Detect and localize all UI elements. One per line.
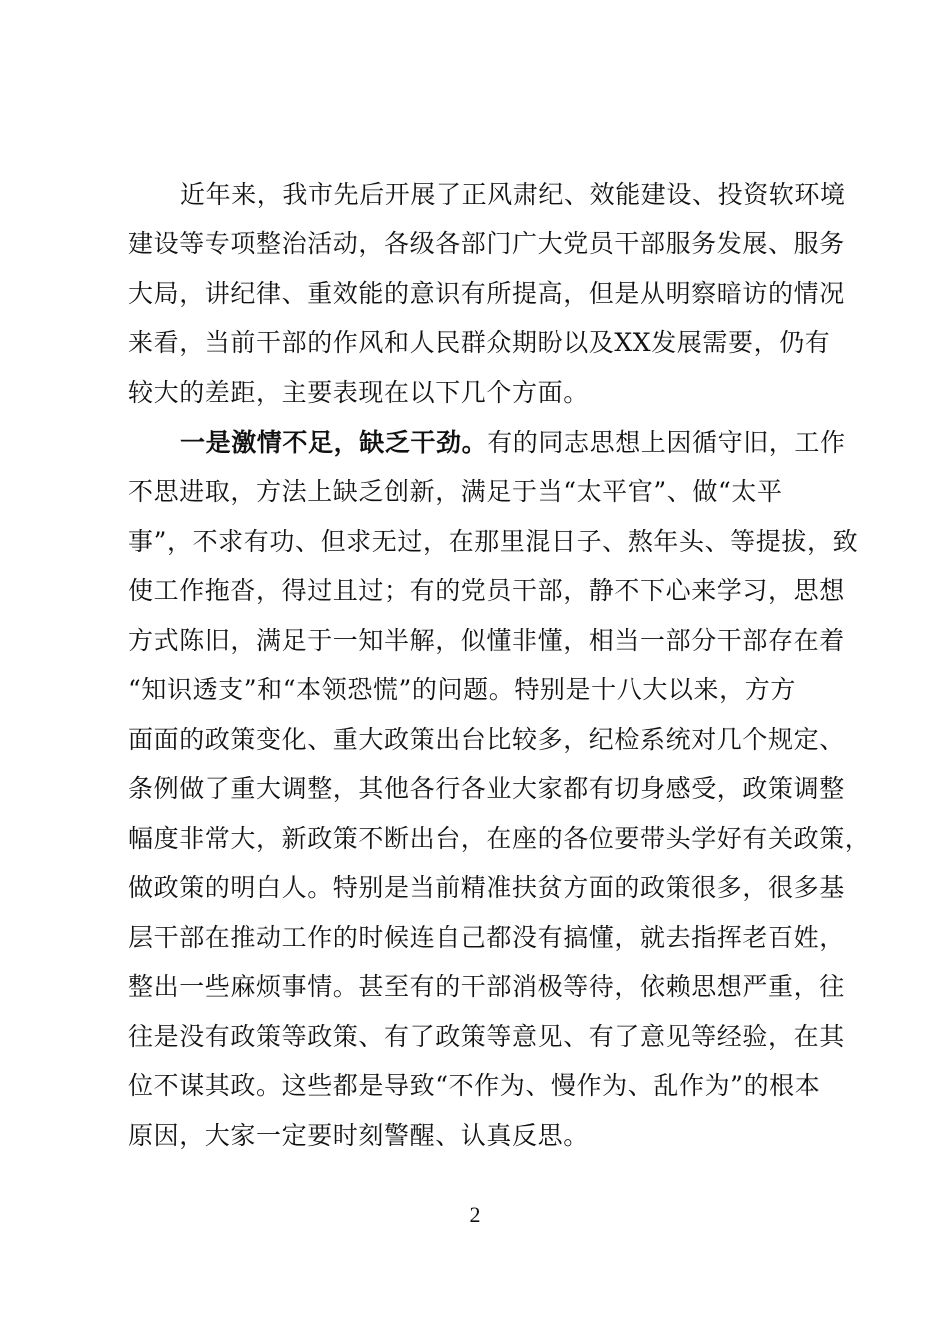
- text-line: 不思进取，方法上缺乏创新，满足于当“太平官”、做“太平: [128, 477, 783, 506]
- page-number: 2: [469, 1202, 481, 1227]
- text-line: 方式陈旧，满足于一知半解，似懂非懂，相当一部分干部存在着: [128, 626, 845, 655]
- text-line: 较大的差距，主要表现在以下几个方面。: [128, 378, 589, 407]
- text-line: 来看，当前干部的作风和人民群众期盼以及XX发展需要，仍有: [128, 328, 831, 357]
- text-line: “知识透支”和“本领恐慌”的问题。特别是十八大以来，方方: [128, 675, 796, 704]
- text-line: 事”，不求有功、但求无过，在那里混日子、熬年头、等提拔，致: [128, 527, 859, 556]
- text-line: 面面的政策变化、重大政策出台比较多，纪检系统对几个规定、: [128, 725, 845, 754]
- text-line: 位不谋其政。这些都是导致“不作为、慢作为、乱作为”的根本: [128, 1071, 821, 1100]
- text-line: 幅度非常大，新政策不断出台，在座的各位要带头学好有关政策，: [128, 824, 871, 853]
- paragraph-lead-rest: 有的同志思想上因循守旧，工作: [487, 428, 846, 457]
- text-line: 层干部在推动工作的时候连自己都没有搞懂，就去指挥老百姓，: [128, 923, 845, 952]
- text-line: 原因，大家一定要时刻警醒、认真反思。: [128, 1121, 589, 1150]
- text-line: [0, 418, 950, 468]
- text-line: 建设等专项整治活动，各级各部门广大党员干部服务发展、服务: [128, 229, 845, 258]
- text-line: 整出一些麻烦事情。甚至有的干部消极等待，依赖思想严重，往: [128, 972, 845, 1001]
- paragraph-lead-heading: 一是激情不足，缺乏干劲。: [180, 428, 488, 457]
- text-line: 做政策的明白人。特别是当前精准扶贫方面的政策很多，很多基: [128, 873, 845, 902]
- text-line: 使工作拖沓，得过且过；有的党员干部，静不下心来学习，思想: [128, 576, 845, 605]
- text-line: 大局，讲纪律、重效能的意识有所提高，但是从明察暗访的情况: [128, 279, 845, 308]
- text-line: 近年来，我市先后开展了正风肃纪、效能建设、投资软环境: [180, 180, 846, 209]
- text-line: 条例做了重大调整，其他各行各业大家都有切身感受，政策调整: [128, 774, 845, 803]
- text-line: 往是没有政策等政策、有了政策等意见、有了意见等经验，在其: [128, 1022, 845, 1051]
